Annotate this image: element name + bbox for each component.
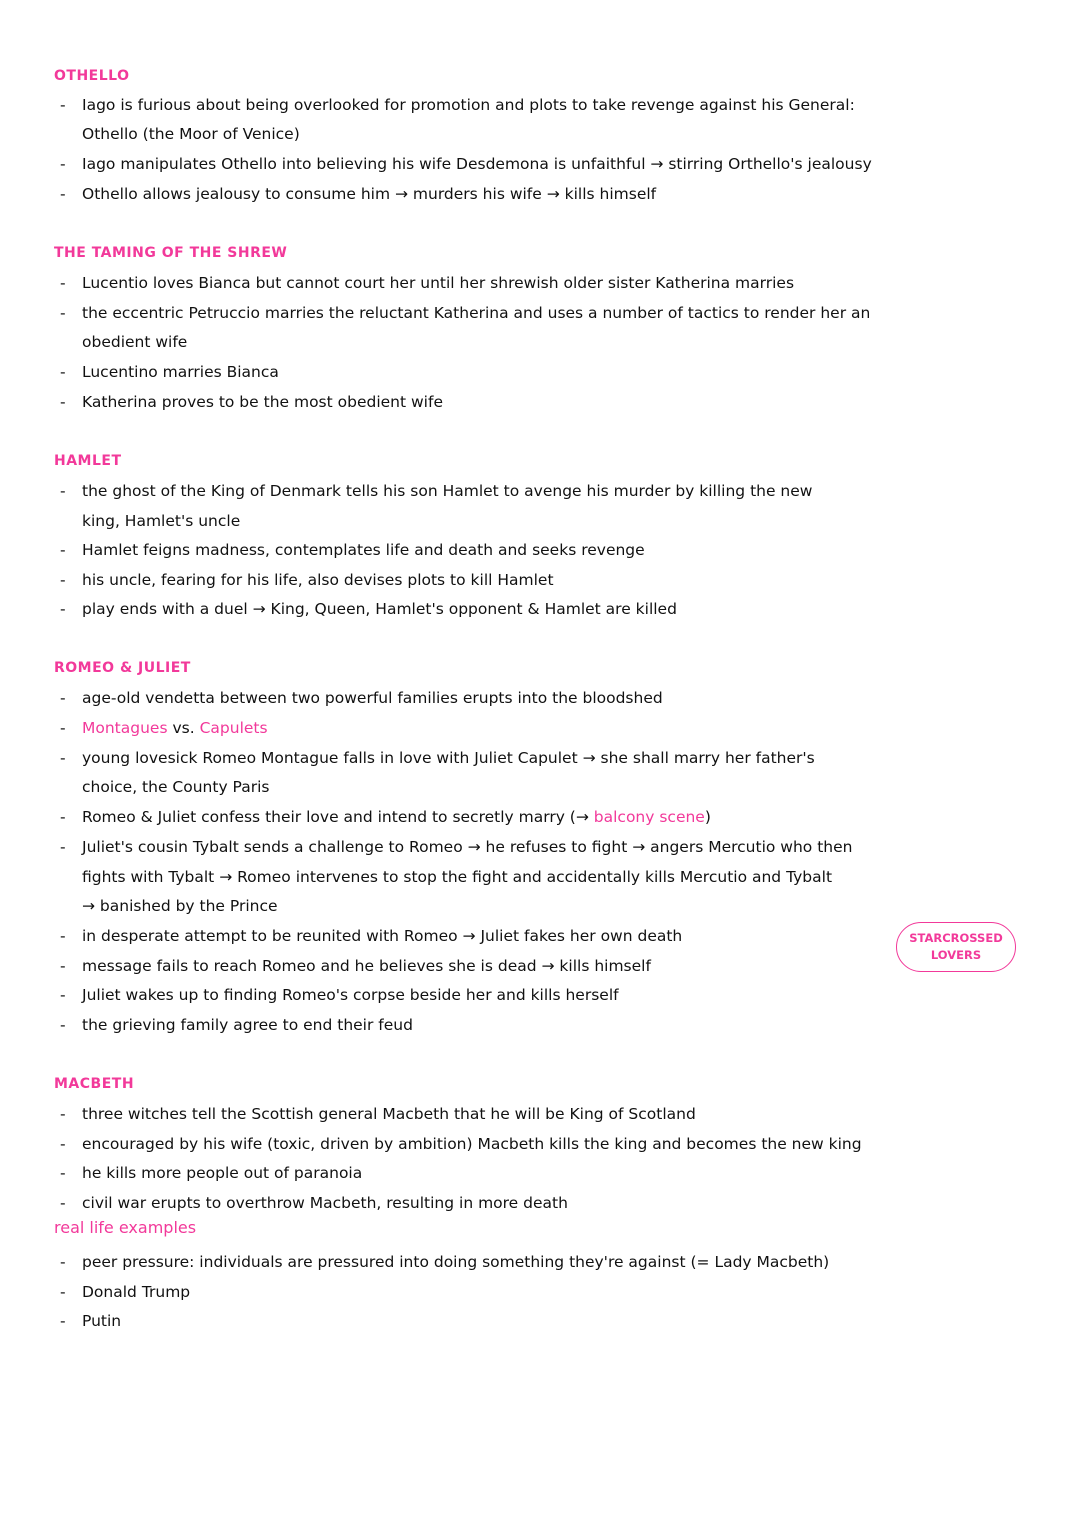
heading-macbeth: MACBETH: [54, 1076, 135, 1092]
list-item: - peer pressure: individuals are pressured into doing something they're against (= Lady Macbeth): [60, 1253, 830, 1271]
heading-othello: OTHELLO: [54, 68, 130, 84]
list-item-continuation: fights with Tybalt → Romeo intervenes to stop the fight and accidentally kills Mercutio and Tybalt: [82, 868, 833, 886]
list-item: - Romeo & Juliet confess their love and intend to secretly marry (→ balcony scene): [60, 808, 711, 826]
list-item: - Donald Trump: [60, 1283, 191, 1301]
list-item-continuation: choice, the County Paris: [82, 778, 270, 796]
list-item: - Lucentino marries Bianca: [60, 363, 279, 381]
list-item: - the eccentric Petruccio marries the reluctant Katherina and uses a number of tactics to render her an: [60, 304, 871, 322]
list-item: - Katherina proves to be the most obedient wife: [60, 393, 443, 411]
list-item: - the ghost of the King of Denmark tells his son Hamlet to avenge his murder by killing the new: [60, 482, 813, 500]
list-item: - in desperate attempt to be reunited with Romeo → Juliet fakes her own death: [60, 927, 683, 945]
list-item-continuation: Othello (the Moor of Venice): [82, 125, 300, 143]
balcony-scene-label: balcony scene: [593, 808, 705, 826]
list-item: - Montagues vs. Capulets: [60, 719, 268, 737]
list-item: - Iago is furious about being overlooked for promotion and plots to take revenge against his General:: [60, 96, 855, 114]
heading-romeo-and-juliet: ROMEO & JULIET: [54, 660, 191, 676]
list-item: - Othello allows jealousy to consume him → murders his wife → kills himself: [60, 185, 657, 203]
list-item: - encouraged by his wife (toxic, driven by ambition) Macbeth kills the king and becomes the new king: [60, 1135, 862, 1153]
real-life-examples-heading: real life examples: [54, 1218, 197, 1237]
list-item: - Juliet's cousin Tybalt sends a challenge to Romeo → he refuses to fight → angers Mercutio who then: [60, 838, 853, 856]
heading-hamlet: HAMLET: [54, 453, 122, 469]
list-item: - Hamlet feigns madness, contemplates life and death and seeks revenge: [60, 541, 645, 559]
list-item: - message fails to reach Romeo and he believes she is dead → kills himself: [60, 957, 651, 975]
list-item: - Lucentio loves Bianca but cannot court her until her shrewish older sister Katherina marries: [60, 274, 795, 292]
list-item: - Iago manipulates Othello into believing his wife Desdemona is unfaithful → stirring Orthello's jealousy: [60, 155, 872, 173]
list-item: - the grieving family agree to end their feud: [60, 1016, 413, 1034]
montagues-label: Montagues: [82, 719, 168, 737]
list-item: - he kills more people out of paranoia: [60, 1164, 363, 1182]
list-item-continuation: → banished by the Prince: [82, 897, 278, 915]
heading-taming-of-the-shrew: THE TAMING OF THE SHREW: [54, 245, 288, 261]
list-item: - Juliet wakes up to finding Romeo's corpse beside her and kills herself: [60, 986, 619, 1004]
list-item: - civil war erupts to overthrow Macbeth, resulting in more death: [60, 1194, 568, 1212]
list-item: - young lovesick Romeo Montague falls in love with Juliet Capulet → she shall marry her father's: [60, 749, 815, 767]
list-item: - age-old vendetta between two powerful families erupts into the bloodshed: [60, 689, 663, 707]
list-item-continuation: king, Hamlet's uncle: [82, 512, 241, 530]
list-item: - three witches tell the Scottish general Macbeth that he will be King of Scotland: [60, 1105, 696, 1123]
list-item: - Putin: [60, 1312, 122, 1330]
capulets-label: Capulets: [199, 719, 268, 737]
list-item-continuation: obedient wife: [82, 333, 188, 351]
starcrossed-lovers-stamp: STARCROSSED LOVERS: [896, 922, 1016, 972]
list-item: - play ends with a duel → King, Queen, Hamlet's opponent & Hamlet are killed: [60, 600, 677, 618]
list-item: - his uncle, fearing for his life, also devises plots to kill Hamlet: [60, 571, 554, 589]
